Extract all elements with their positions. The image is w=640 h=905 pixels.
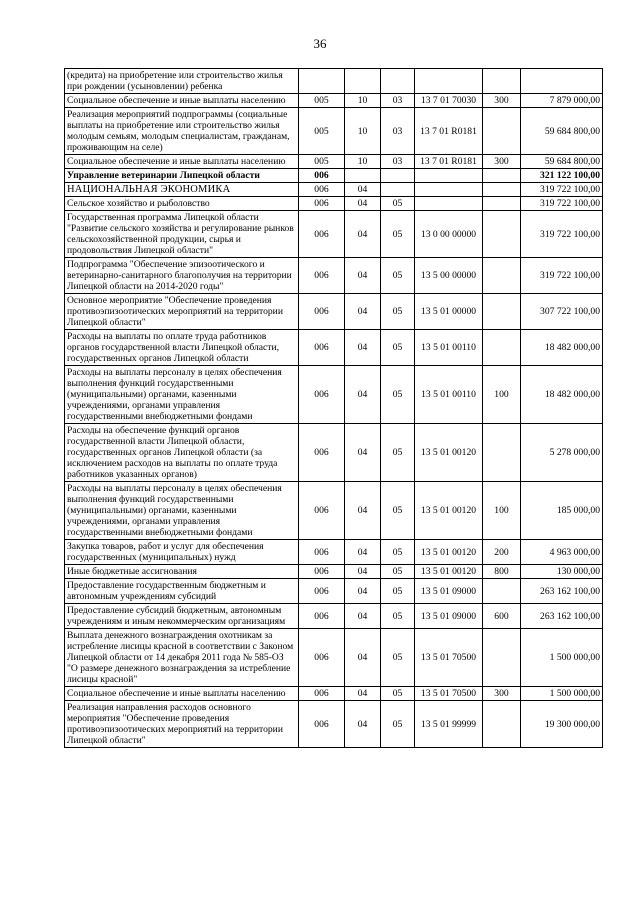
subsection-code-cell: 05 <box>381 482 415 540</box>
table-row <box>65 108 603 155</box>
subsection-code-cell: 05 <box>381 197 415 211</box>
target-article-cell: 13 7 01 R0181 <box>415 155 483 169</box>
amount-cell: 18 482 000,00 <box>521 330 603 366</box>
subsection-code-cell: 05 <box>381 366 415 424</box>
item-name-cell: Выплата денежного вознаграждения охотникам за истребление лисицы красной в соответствии с Законом Липецкой области от 14 декабря 2011 года № 585-ОЗ "О размере денежного вознаграждения за истребление лисицы красной" <box>65 629 299 687</box>
expense-type-cell: 100 <box>483 482 521 540</box>
amount-cell: 5 278 000,00 <box>521 424 603 482</box>
table-row <box>65 604 603 629</box>
item-name-cell: Социальное обеспечение и иные выплаты населению <box>65 94 299 108</box>
section-code-cell <box>345 69 381 94</box>
table-row <box>65 701 603 748</box>
target-article-cell: 13 5 01 00110 <box>415 330 483 366</box>
item-name-cell: НАЦИОНАЛЬНАЯ ЭКОНОМИКА <box>65 183 299 197</box>
item-name-cell: (кредита) на приобретение или строительство жилья при рождении (усыновлении) ребенка <box>65 69 299 94</box>
ministry-code-cell: 006 <box>299 258 345 294</box>
subsection-code-cell <box>381 69 415 94</box>
subsection-code-cell <box>381 183 415 197</box>
subsection-code-cell: 05 <box>381 211 415 258</box>
item-name-cell: Расходы на выплаты персоналу в целях обеспечения выполнения функций государственными (муниципальными) органами, казенными учреждениями, органами управления государственными внебюджетными фондами <box>65 366 299 424</box>
ministry-code-cell: 006 <box>299 629 345 687</box>
amount-cell: 19 300 000,00 <box>521 701 603 748</box>
section-code-cell <box>345 169 381 183</box>
target-article-cell: 13 5 01 09000 <box>415 579 483 604</box>
section-code-cell: 04 <box>345 482 381 540</box>
amount-cell: 18 482 000,00 <box>521 366 603 424</box>
amount-cell: 319 722 100,00 <box>521 183 603 197</box>
section-code-cell: 04 <box>345 330 381 366</box>
ministry-code-cell: 006 <box>299 366 345 424</box>
amount-cell: 321 122 100,00 <box>521 169 603 183</box>
ministry-code-cell: 006 <box>299 330 345 366</box>
table-row <box>65 579 603 604</box>
item-name-cell: Управление ветеринарии Липецкой области <box>65 169 299 183</box>
expense-type-cell <box>483 169 521 183</box>
ministry-code-cell: 006 <box>299 294 345 330</box>
table-row <box>65 169 603 183</box>
amount-cell: 319 722 100,00 <box>521 258 603 294</box>
expense-type-cell <box>483 701 521 748</box>
ministry-code-cell: 006 <box>299 197 345 211</box>
amount-cell: 59 684 800,00 <box>521 108 603 155</box>
amount-cell <box>521 69 603 94</box>
target-article-cell: 13 5 01 00120 <box>415 482 483 540</box>
target-article-cell: 13 5 00 00000 <box>415 258 483 294</box>
table-row <box>65 424 603 482</box>
subsection-code-cell: 03 <box>381 155 415 169</box>
amount-cell: 4 963 000,00 <box>521 540 603 565</box>
section-code-cell: 04 <box>345 258 381 294</box>
item-name-cell: Основное мероприятие "Обеспечение проведения противоэпизоотических мероприятий на территории Липецкой области" <box>65 294 299 330</box>
subsection-code-cell: 03 <box>381 94 415 108</box>
amount-cell: 263 162 100,00 <box>521 604 603 629</box>
section-code-cell: 04 <box>345 183 381 197</box>
target-article-cell: 13 5 01 00120 <box>415 424 483 482</box>
target-article-cell: 13 5 01 00120 <box>415 540 483 565</box>
ministry-code-cell: 006 <box>299 211 345 258</box>
subsection-code-cell: 05 <box>381 604 415 629</box>
expense-type-cell <box>483 330 521 366</box>
amount-cell: 185 000,00 <box>521 482 603 540</box>
expense-type-cell <box>483 197 521 211</box>
expense-type-cell <box>483 294 521 330</box>
item-name-cell: Социальное обеспечение и иные выплаты населению <box>65 687 299 701</box>
target-article-cell: 13 5 01 00000 <box>415 294 483 330</box>
section-code-cell: 04 <box>345 687 381 701</box>
ministry-code-cell: 006 <box>299 687 345 701</box>
ministry-code-cell: 006 <box>299 169 345 183</box>
target-article-cell: 13 5 01 00110 <box>415 366 483 424</box>
ministry-code-cell <box>299 69 345 94</box>
section-code-cell: 04 <box>345 579 381 604</box>
target-article-cell: 13 5 01 09000 <box>415 604 483 629</box>
expense-type-cell <box>483 69 521 94</box>
item-name-cell: Социальное обеспечение и иные выплаты населению <box>65 155 299 169</box>
expense-type-cell: 200 <box>483 540 521 565</box>
expense-type-cell <box>483 424 521 482</box>
section-code-cell: 04 <box>345 540 381 565</box>
item-name-cell: Расходы на выплаты по оплате труда работников органов государственной власти Липецкой области, государственных органов Липецкой области <box>65 330 299 366</box>
expense-type-cell: 300 <box>483 94 521 108</box>
ministry-code-cell: 005 <box>299 108 345 155</box>
section-code-cell: 04 <box>345 565 381 579</box>
item-name-cell: Закупка товаров, работ и услуг для обеспечения государственных (муниципальных) нужд <box>65 540 299 565</box>
subsection-code-cell: 05 <box>381 701 415 748</box>
amount-cell: 7 879 000,00 <box>521 94 603 108</box>
subsection-code-cell: 05 <box>381 294 415 330</box>
target-article-cell: 13 5 01 70500 <box>415 629 483 687</box>
subsection-code-cell: 05 <box>381 424 415 482</box>
ministry-code-cell: 006 <box>299 565 345 579</box>
item-name-cell: Реализация направления расходов основного мероприятия "Обеспечение проведения противоэпизоотических мероприятий на территории Липецкой области" <box>65 701 299 748</box>
table-row <box>65 94 603 108</box>
subsection-code-cell: 05 <box>381 565 415 579</box>
expense-type-cell: 800 <box>483 565 521 579</box>
section-code-cell: 04 <box>345 366 381 424</box>
target-article-cell: 13 5 01 99999 <box>415 701 483 748</box>
expense-type-cell: 100 <box>483 366 521 424</box>
ministry-code-cell: 006 <box>299 482 345 540</box>
expense-type-cell: 600 <box>483 604 521 629</box>
subsection-code-cell: 03 <box>381 108 415 155</box>
expense-type-cell <box>483 211 521 258</box>
table-row <box>65 687 603 701</box>
target-article-cell <box>415 69 483 94</box>
target-article-cell <box>415 169 483 183</box>
item-name-cell: Реализация мероприятий подпрограммы (социальные выплаты на приобретение или строительство жилья молодым семьям, молодым специалистам, гражданам, проживающим на селе) <box>65 108 299 155</box>
amount-cell: 1 500 000,00 <box>521 629 603 687</box>
section-code-cell: 04 <box>345 604 381 629</box>
table-row <box>65 294 603 330</box>
table-row <box>65 330 603 366</box>
item-name-cell: Предоставление государственным бюджетным и автономным учреждениям субсидий <box>65 579 299 604</box>
ministry-code-cell: 005 <box>299 94 345 108</box>
item-name-cell: Сельское хозяйство и рыболовство <box>65 197 299 211</box>
expense-type-cell <box>483 258 521 294</box>
target-article-cell <box>415 197 483 211</box>
ministry-code-cell: 006 <box>299 424 345 482</box>
expense-type-cell: 300 <box>483 155 521 169</box>
target-article-cell: 13 7 01 70030 <box>415 94 483 108</box>
table-body <box>65 69 603 748</box>
target-article-cell: 13 5 01 00120 <box>415 565 483 579</box>
section-code-cell: 04 <box>345 629 381 687</box>
table-row <box>65 211 603 258</box>
subsection-code-cell: 05 <box>381 629 415 687</box>
section-code-cell: 04 <box>345 424 381 482</box>
section-code-cell: 04 <box>345 197 381 211</box>
item-name-cell: Подпрограмма "Обеспечение эпизоотического и ветеринарно-санитарного благополучия на территории Липецкой области на 2014-2020 годы" <box>65 258 299 294</box>
ministry-code-cell: 006 <box>299 604 345 629</box>
target-article-cell: 13 0 00 00000 <box>415 211 483 258</box>
table-row <box>65 155 603 169</box>
section-code-cell: 10 <box>345 94 381 108</box>
subsection-code-cell: 05 <box>381 258 415 294</box>
subsection-code-cell: 05 <box>381 687 415 701</box>
target-article-cell: 13 7 01 R0181 <box>415 108 483 155</box>
target-article-cell <box>415 183 483 197</box>
item-name-cell: Расходы на обеспечение функций органов государственной власти Липецкой области, государственных органов Липецкой области (за исключением расходов на выплаты по оплате труда работников указанных органов) <box>65 424 299 482</box>
target-article-cell: 13 5 01 70500 <box>415 687 483 701</box>
expense-type-cell: 300 <box>483 687 521 701</box>
ministry-code-cell: 006 <box>299 579 345 604</box>
item-name-cell: Расходы на выплаты персоналу в целях обеспечения выполнения функций государственными (муниципальными) органами, казенными учреждениями, органами управления государственными внебюджетными фондами <box>65 482 299 540</box>
amount-cell: 319 722 100,00 <box>521 197 603 211</box>
expense-type-cell <box>483 183 521 197</box>
subsection-code-cell: 05 <box>381 579 415 604</box>
item-name-cell: Иные бюджетные ассигнования <box>65 565 299 579</box>
amount-cell: 307 722 100,00 <box>521 294 603 330</box>
section-code-cell: 04 <box>345 294 381 330</box>
table-row <box>65 629 603 687</box>
expense-type-cell <box>483 629 521 687</box>
amount-cell: 1 500 000,00 <box>521 687 603 701</box>
item-name-cell: Предоставление субсидий бюджетным, автономным учреждениям и иным некоммерческим организациям <box>65 604 299 629</box>
budget-table <box>64 68 603 748</box>
expense-type-cell <box>483 579 521 604</box>
ministry-code-cell: 006 <box>299 701 345 748</box>
amount-cell: 130 000,00 <box>521 565 603 579</box>
amount-cell: 319 722 100,00 <box>521 211 603 258</box>
table-row <box>65 482 603 540</box>
section-code-cell: 10 <box>345 155 381 169</box>
table-row <box>65 540 603 565</box>
ministry-code-cell: 006 <box>299 183 345 197</box>
table-row <box>65 565 603 579</box>
table-row <box>65 197 603 211</box>
amount-cell: 59 684 800,00 <box>521 155 603 169</box>
subsection-code-cell <box>381 169 415 183</box>
section-code-cell: 10 <box>345 108 381 155</box>
amount-cell: 263 162 100,00 <box>521 579 603 604</box>
subsection-code-cell: 05 <box>381 330 415 366</box>
expense-type-cell <box>483 108 521 155</box>
ministry-code-cell: 005 <box>299 155 345 169</box>
table-row <box>65 69 603 94</box>
ministry-code-cell: 006 <box>299 540 345 565</box>
section-code-cell: 04 <box>345 211 381 258</box>
page-number: 36 <box>313 36 327 51</box>
item-name-cell: Государственная программа Липецкой области "Развитие сельского хозяйства и регулирование рынков сельскохозяйственной продукции, сырья и продовольствия Липецкой области" <box>65 211 299 258</box>
section-code-cell: 04 <box>345 701 381 748</box>
table-row <box>65 258 603 294</box>
subsection-code-cell: 05 <box>381 540 415 565</box>
table-row <box>65 366 603 424</box>
table-row <box>65 183 603 197</box>
